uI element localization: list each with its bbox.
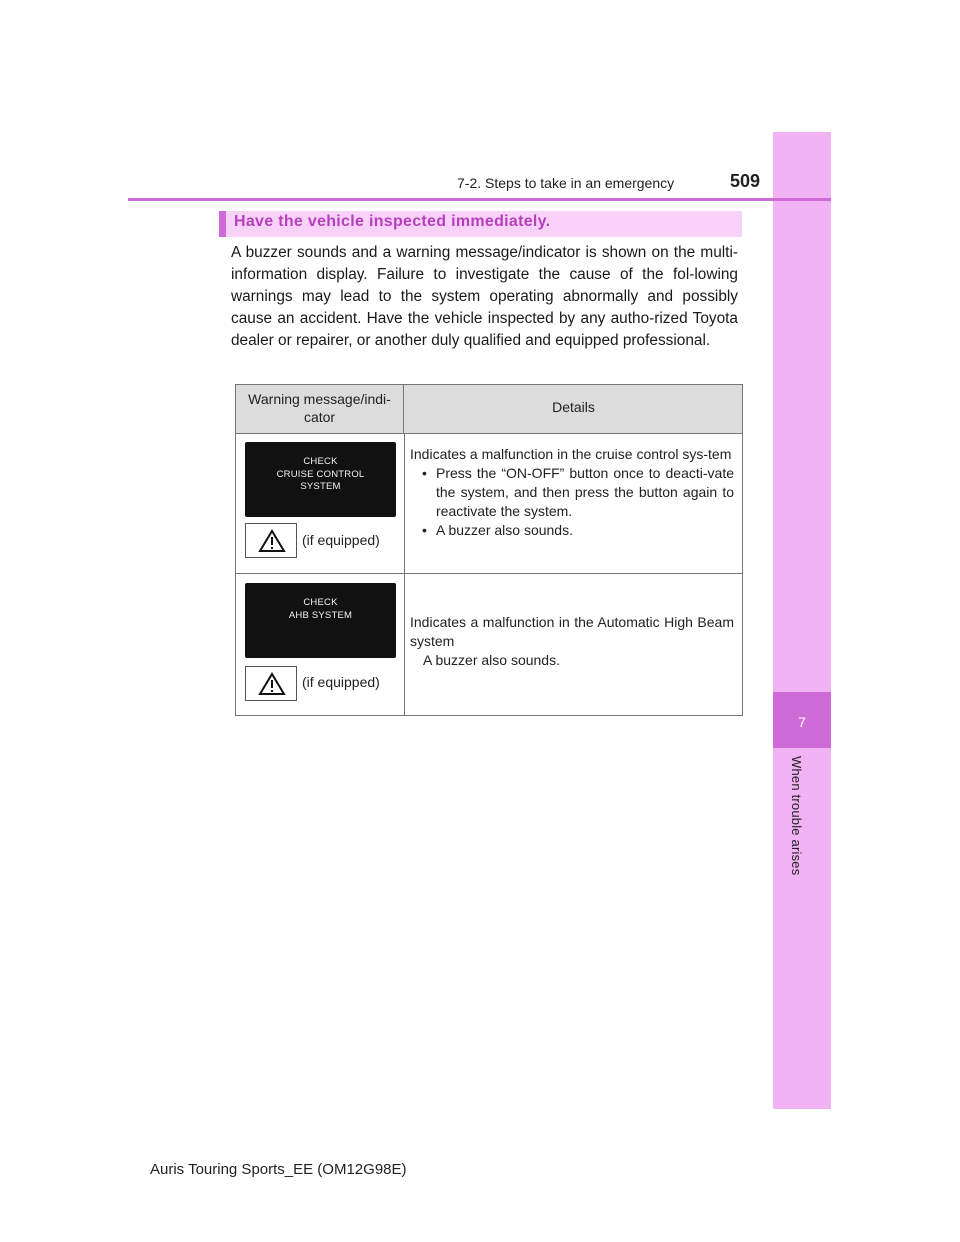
table-header-warning-line2: cator — [303, 409, 336, 425]
detail-main: Indicates a malfunction in the Automatic High Beam system — [410, 614, 734, 649]
table-header-details: Details — [552, 399, 595, 415]
chapter-title-vertical — [786, 756, 806, 886]
screen-line: CRUISE CONTROL — [276, 468, 365, 480]
table-header-warning-line1: Warning message/indi- — [248, 391, 391, 407]
chapter-number-tab — [773, 692, 831, 748]
screen-line: CHECK — [303, 456, 338, 467]
running-header-section: 7-2. Steps to take in an emergency — [457, 175, 675, 191]
detail-text — [410, 613, 734, 670]
detail-cell — [405, 434, 742, 573]
bullet-text: A buzzer also sounds. — [436, 522, 573, 538]
list-item: • Press the “ON-OFF” button once to deacti-vate the system, and then press the button again to reactivate the system. — [422, 465, 734, 519]
section-heading — [219, 211, 742, 237]
warning-cell — [236, 574, 405, 715]
equipped-note: (if equipped) — [302, 532, 380, 548]
screen-line: SYSTEM — [300, 481, 341, 492]
chapter-title: When trouble arises — [789, 756, 804, 876]
table-row — [236, 434, 742, 574]
header-rule — [128, 198, 831, 201]
bullet-text: Press the “ON-OFF” button once to deacti-vate the system, and then press the button again to reactivate the system. — [436, 465, 734, 519]
screen-line: CHECK — [303, 597, 338, 608]
detail-text — [410, 445, 734, 540]
page-number: 509 — [730, 171, 761, 191]
display-screen-cruise — [245, 442, 396, 517]
table-header-warning — [236, 385, 404, 433]
warning-triangle-icon — [245, 666, 297, 701]
chapter-side-tab — [773, 132, 831, 1109]
equipped-note: (if equipped) — [302, 674, 380, 690]
warning-cell — [236, 434, 405, 573]
table-row — [236, 574, 742, 715]
section-heading-text: Have the vehicle inspected immediately. — [234, 213, 551, 230]
detail-cell — [405, 574, 742, 715]
warning-table — [235, 384, 743, 716]
warning-triangle-icon — [245, 523, 297, 558]
footer-model: Auris Touring Sports_EE (OM12G98E) — [150, 1161, 407, 1178]
table-header-row — [236, 385, 742, 434]
list-item: • A buzzer also sounds. — [422, 522, 573, 538]
detail-note: A buzzer also sounds. — [423, 652, 560, 668]
screen-line: AHB SYSTEM — [288, 609, 353, 621]
display-screen-ahb — [245, 583, 396, 658]
detail-main: Indicates a malfunction in the cruise control sys-tem — [410, 446, 732, 462]
chapter-number: 7 — [798, 714, 806, 730]
intro-paragraph: A buzzer sounds and a warning message/indicator is shown on the multi-information display. Failure to investigate the cause of the fol-lowing warnings may lead to the system operating abnormally and possibly cause an accident. Have the vehicle inspected by any autho-rized Toyota dealer or repairer, or another duly qualified and equipped professional. — [231, 244, 738, 349]
